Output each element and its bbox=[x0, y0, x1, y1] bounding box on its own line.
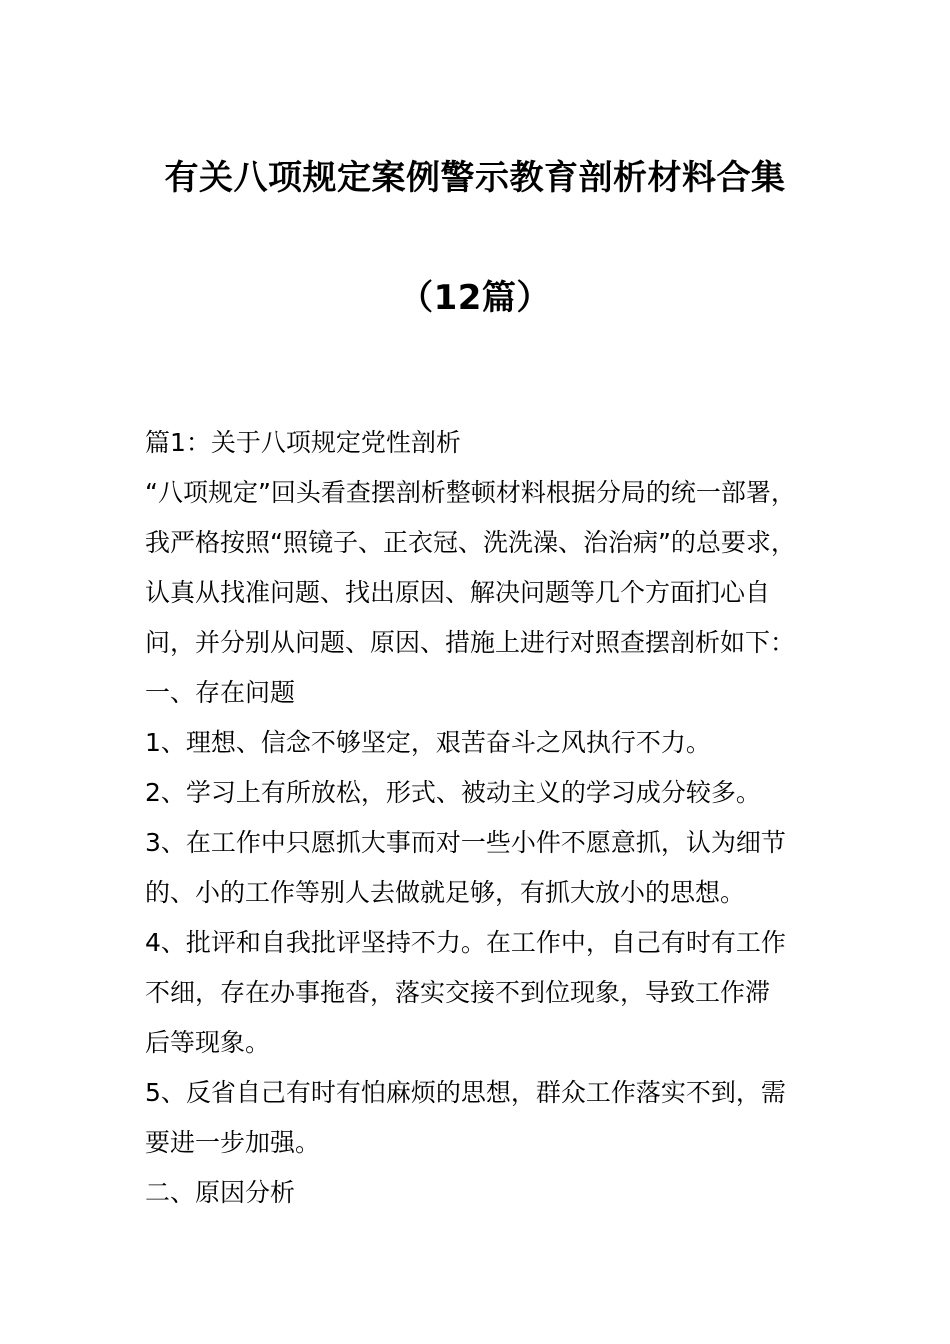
list-item-continuation: 的、小的工作等别人去做就足够，有抓大放小的思想。 bbox=[145, 878, 746, 907]
section-heading-article-1: 篇1：关于八项规定党性剖析 bbox=[145, 428, 461, 457]
list-item: 5、反省自己有时有怕麻烦的思想，群众工作落实不到，需 bbox=[145, 1078, 786, 1107]
list-item: 4、批评和自我批评坚持不力。在工作中，自己有时有工作 bbox=[145, 928, 786, 957]
document-subtitle: （12篇） bbox=[399, 278, 551, 318]
list-item-continuation: 要进一步加强。 bbox=[145, 1128, 321, 1157]
section-heading-causes: 二、原因分析 bbox=[145, 1178, 296, 1207]
body-text-line: 我严格按照“照镜子、正衣冠、洗洗澡、治治病”的总要求， bbox=[145, 528, 796, 557]
document-title: 有关八项规定案例警示教育剖析材料合集 bbox=[164, 158, 786, 198]
list-item: 3、在工作中只愿抓大事而对一些小件不愿意抓，认为细节 bbox=[145, 828, 786, 857]
body-text-line: 认真从找准问题、找出原因、解决问题等几个方面扪心自 bbox=[145, 578, 771, 607]
body-text-line: “八项规定”回头看查摆剖析整顿材料根据分局的统一部署， bbox=[145, 478, 796, 507]
body-text-line: 问，并分别从问题、原因、措施上进行对照查摆剖析如下： bbox=[145, 628, 796, 657]
list-item-continuation: 不细，存在办事拖沓，落实交接不到位现象，导致工作滞 bbox=[145, 978, 771, 1007]
document-body bbox=[145, 418, 810, 1218]
list-item: 2、学习上有所放松，形式、被动主义的学习成分较多。 bbox=[145, 778, 761, 807]
list-item-continuation: 后等现象。 bbox=[145, 1028, 271, 1057]
list-item: 1、理想、信念不够坚定，艰苦奋斗之风执行不力。 bbox=[145, 728, 711, 757]
section-heading-problems: 一、存在问题 bbox=[145, 678, 296, 707]
